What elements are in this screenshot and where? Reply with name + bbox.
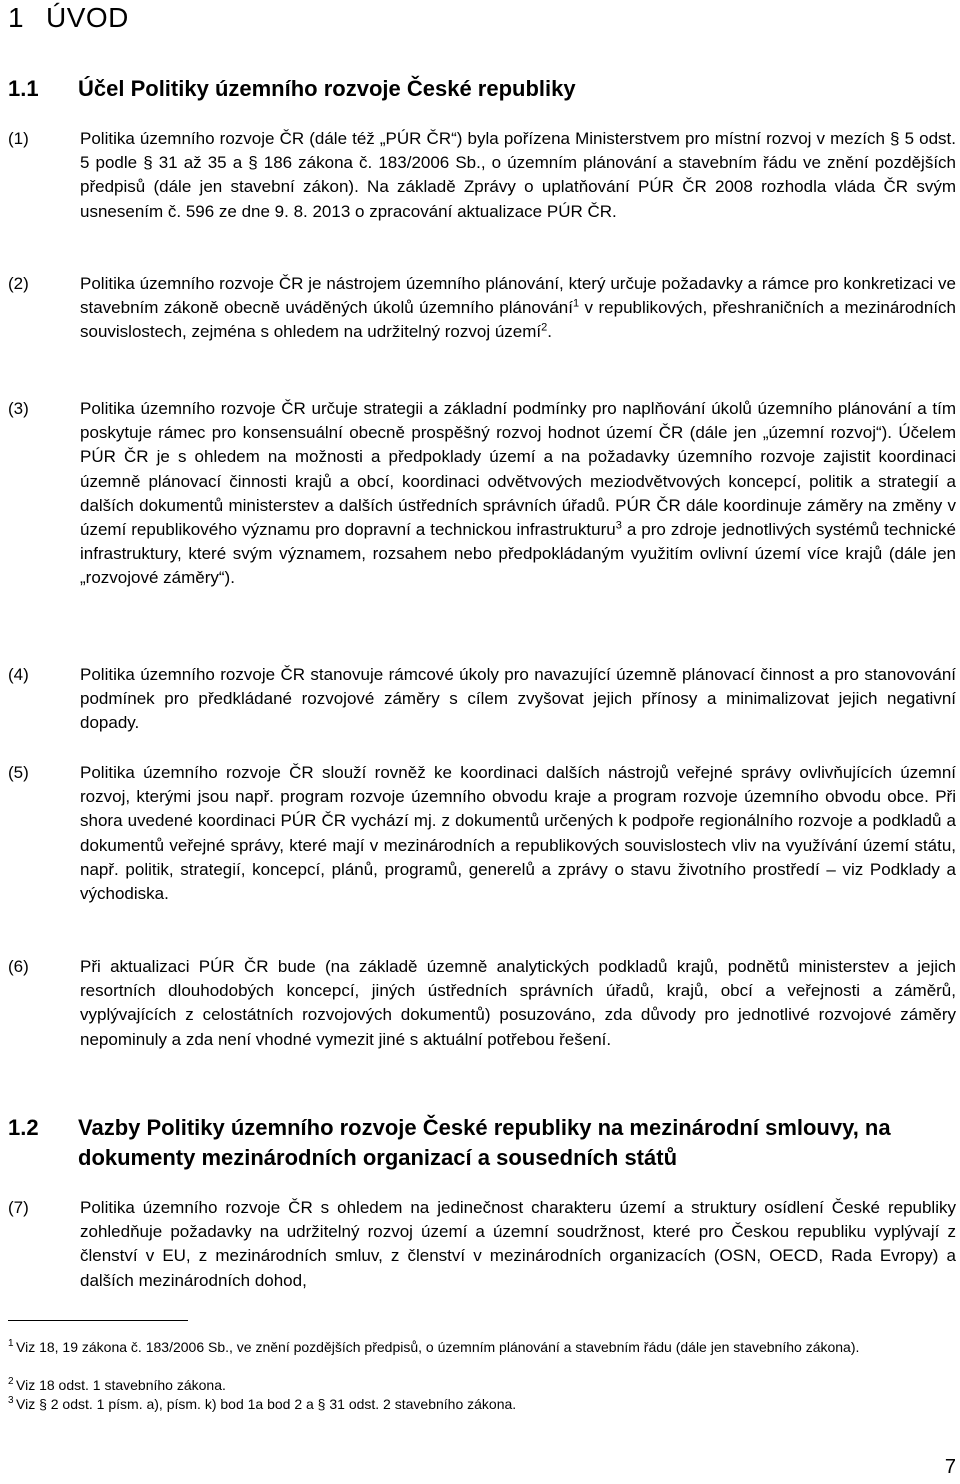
paragraph-number: (1) <box>8 129 29 148</box>
paragraph-text: Politika územního rozvoje ČR s ohledem na jedinečnost charakteru území a struktury osídlení České republiky zohledňuje požadavky na udržitelný rozvoj území a územní soudržnost, které pro Českou republiku vyplývají z členství v EU, z mezinárodních smluv, z členství v mezinárodních organizacích (OSN, OECD, Rada Evropy) a dalších mezinárodních dohod, <box>80 1198 956 1290</box>
paragraph-text <box>80 397 956 591</box>
footnote-ref: 1 <box>572 297 580 310</box>
section-number: 1.2 <box>8 1115 39 1140</box>
footnote-number: 3 <box>8 1395 14 1406</box>
paragraph-text: Politika územního rozvoje ČR slouží rovněž ke koordinaci dalších nástrojů veřejné správy ovlivňujících územní rozvoj, kterými jsou např. program rozvoje územního obvodu kraje a program rozvoje územního obvodu obce. Při shora uvedené koordinaci PÚR ČR vychází mj. z dokumentů určených k podpoře regionálního rozvoje a podkladů a dokumentů veřejné správy, které mají v mezinárodních a republikových souvislostech vliv na využívání území státu, např. politik, strategií, koncepcí, plánů, programů, generelů a zprávy o stavu životního prostředí – viz Podklady a východiska. <box>80 763 956 904</box>
paragraph-text-part: Politika územního rozvoje ČR určuje strategii a základní podmínky pro naplňování úkolů územního plánování a tím poskytuje rámec pro konsensuální obecně prospěšný rozvoj hodnot území ČR (dále jen „územní rozvoj“). Účelem PÚR ČR je s ohledem na možnosti a předpoklady území a na požadavky územního rozvoje zajistit koordinaci územně plánovací činnosti krajů a obcí, koordinaci odvětvových meziodvětvových koncepcí, politik a strategií a dalších dokumentů ministerstev a dalších ústředních správních úřadů. PÚR ČR dále koordinuje záměry na změny v území republikového významu pro dopravní a technickou infrastrukturu <box>80 399 956 540</box>
paragraph-number: (4) <box>8 665 29 684</box>
footnote-text: Viz 18 odst. 1 stavebního zákona. <box>16 1377 226 1393</box>
footnote-text: Viz 18, 19 zákona č. 183/2006 Sb., ve znění pozdějších předpisů, o územním plánování a stavebním řádu (dále jen stavebního zákona). <box>16 1339 860 1355</box>
chapter-heading <box>8 2 129 34</box>
page-number: 7 <box>944 1456 956 1478</box>
paragraph-number: (3) <box>8 399 29 418</box>
footnote-number: 2 <box>8 1376 14 1387</box>
chapter-number: 1 <box>8 2 25 33</box>
footnote-ref: 3 <box>615 519 622 532</box>
paragraph-number: (6) <box>8 957 29 976</box>
paragraph-text: Při aktualizaci PÚR ČR bude (na základě územně analytických podkladů krajů, podnětů ministerstev a jejich resortních dlouhodobých koncepcí, jiných ústředních správních úřadů, krajů, obcí a veřejnosti a záměrů, vyplývajících z celostátních rozvojových dokumentů) posuzováno, zda důvody pro jednotlivé rozvojové záměry nepominuly a zda není vhodné vymezit jiné s aktuální potřebou řešení. <box>80 957 956 1049</box>
footnote-separator <box>8 1320 188 1321</box>
paragraph-text-part: v republikových, přeshraničních a mezinárodních souvislostech, zejména s ohledem na udržitelný rozvoj území <box>80 298 956 342</box>
chapter-title: ÚVOD <box>46 2 129 33</box>
paragraph-number: (5) <box>8 763 29 782</box>
paragraph-text: Politika územního rozvoje ČR (dále též „PÚR ČR“) byla pořízena Ministerstvem pro místní rozvoj v mezích § 5 odst. 5 podle § 31 až 35 a § 186 zákona č. 183/2006 Sb., o územním plánování a stavebním řádu ve znění pozdějších předpisů (dále jen stavební zákon). Na základě Zprávy o uplatňování PÚR ČR 2008 rozhodla vláda ČR svým usnesením č. 596 ze dne 9. 8. 2013 o zpracování aktualizace PÚR ČR. <box>80 129 956 221</box>
section-title: Vazby Politiky územního rozvoje České republiky na mezinárodní smlouvy, na dokumenty mezinárodních organizací a sousedních států <box>78 1115 891 1170</box>
section-title: Účel Politiky územního rozvoje České republiky <box>78 76 576 101</box>
paragraph-text-part: a pro zdroje jednotlivých systémů technické infrastruktury, které svým významem, rozsahem nebo předpokládaným využitím ovlivní území více krajů (dále jen „rozvojové záměry“). <box>80 520 957 588</box>
paragraph-text <box>80 272 956 345</box>
paragraph-number: (2) <box>8 274 29 293</box>
paragraph-text: Politika územního rozvoje ČR stanovuje rámcové úkoly pro navazující územně plánovací činnost a pro stanovování podmínek pro předkládané rozvojové záměry s cílem zvyšovat jejich přínosy a minimalizovat jejich negativní dopady. <box>80 665 956 733</box>
footnote-number: 1 <box>8 1338 14 1349</box>
paragraph-text-part: . <box>547 322 552 342</box>
paragraph-text-part: Politika územního rozvoje ČR je nástrojem územního plánování, který určuje požadavky a rámce pro konkretizaci ve stavebním zákoně obecně uváděných úkolů územního plánování <box>80 274 956 318</box>
paragraph-number: (7) <box>8 1198 29 1217</box>
footnote-ref: 2 <box>541 321 548 334</box>
section-number: 1.1 <box>8 76 39 101</box>
footnote-text: Viz § 2 odst. 1 písm. a), písm. k) bod 1a bod 2 a § 31 odst. 2 stavebního zákona. <box>16 1396 517 1412</box>
